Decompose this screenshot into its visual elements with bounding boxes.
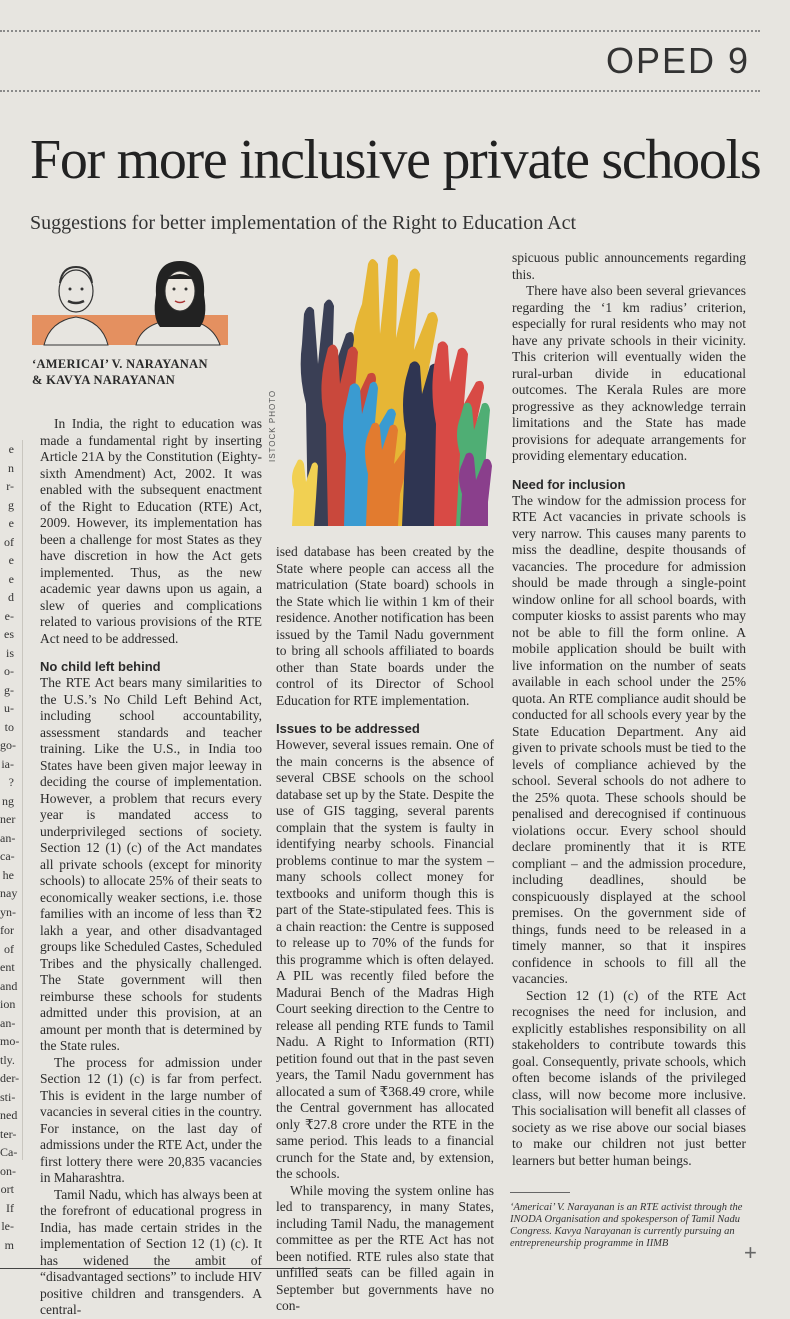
paragraph: There have also been several grievances regarding the ‘1 km radius’ criterion, especially for rural residents who may not have any private schools in their vicinity. This criterion will eventually widen the rural-urban divide in educational outcomes. The Kerala Rules are more progressive as they acknowledge terrain limitations and the State has made provisions for adequate arrangements for providing elementary education. — [512, 283, 746, 463]
fragment: on- — [0, 1163, 16, 1178]
top-dotted-rule — [0, 30, 760, 32]
fragment: ter- — [0, 1126, 17, 1141]
byline — [32, 356, 208, 388]
portrait-woman — [136, 261, 220, 345]
fragment: of — [4, 941, 14, 956]
fragment: nay — [0, 886, 18, 900]
author-portraits — [32, 255, 228, 345]
fragment: e — [8, 553, 14, 567]
fragment: le- — [1, 1219, 14, 1233]
fragment: u- — [4, 701, 14, 715]
subhead-need-for-inclusion: Need for inclusion — [512, 476, 626, 492]
fragment: Ca- — [0, 1145, 18, 1159]
fragment: go- — [0, 738, 16, 752]
fragment: e- — [4, 608, 14, 623]
fragment: g — [8, 497, 14, 512]
article-column-3 — [512, 250, 746, 1169]
fragment: o- — [4, 664, 14, 678]
bottom-rule — [0, 1268, 350, 1269]
fragment: ort — [0, 1182, 14, 1196]
paragraph: spicuous public announcements regarding this. — [512, 250, 746, 282]
paragraph: ised database has been created by the State where people can access all the matriculation (State board) schools in the State which lie within 1 km of their residence. Another notification has been issued by the Tamil Nadu government to bring all schools affiliated to boards other than State boards under the control of its Director of School Education for RTE implementation. — [276, 544, 494, 708]
fragment: e — [8, 516, 14, 530]
paragraph: The RTE Act bears many similarities to the U.S.’s No Child Left Behind Act, including school accountability, assessment standards and teacher training. Like the U.S., in India too States have been given major leeway in deciding the course of implementation. However, a problem that recurs every year is mandated access to underprivileged sections of society. Section 12 (1) (c) of the Act mandates all private schools (except for minority schools) to allocate 25% of their seats to economically weaker sections, i.e. those families with an income of less than ₹2 lakh a year, and other disadvantaged groups like Scheduled Castes, Scheduled Tribes and the physically challenged. The State government will then reimburse these schools for students admitted under this provision, at an amount per month that is determined by the State rules. — [40, 675, 262, 1053]
byline-line-1: ‘AMERICAI’ V. NARAYANAN — [32, 357, 208, 371]
fragment: e — [8, 442, 14, 456]
fragment: of — [4, 534, 14, 549]
fragment: ner — [0, 812, 16, 826]
fragment: If — [6, 1200, 14, 1215]
paragraph: Tamil Nadu, which has always been at the forefront of educational progress in India, has made certain strides in the implementation of Section 12 (1) (c). It has widened the ambit of “disadvantaged sections” to include HIV positive children and transgenders. A central- — [40, 1186, 262, 1317]
fragment: and — [0, 978, 18, 993]
fragment: for — [0, 923, 14, 937]
fragment: an- — [0, 1015, 16, 1030]
paragraph: However, several issues remain. One of the main concerns is the absence of several CBSE schools on the school database set up by the State. Despite the use of GIS tagging, several parents complain that the system is faulty in identifying nearby schools. Financial problems continue to mar the system – many schools collect money for textbooks and uniform though this is part of the State-stipulated fees. This is a chain reaction: the Centre is supposed to release up to 70% of the funds for this programme which is often delayed. A PIL was recently filed before the Madurai Bench of the Madras High Court seeking direction to the Centre to release all pending RTE funds to Tamil Nadu. A Right to Information (RTI) petition found out that in the past seven years, the Tamil Nadu government has allocated a sum of ₹368.49 crore, while the Central government has allocated only ₹27.8 crore under the RTE in the same period. This leads to a financial crunch for the State and, by extension, the schools. — [276, 737, 494, 1181]
subhead-no-child-left-behind: No child left behind — [40, 659, 161, 674]
fragment: ia- — [1, 756, 14, 771]
deck: Suggestions for better implementation of the Right to Education Act — [30, 212, 577, 234]
fragment: yn- — [0, 904, 16, 919]
portrait-man — [44, 267, 108, 345]
fragment: ned — [0, 1108, 18, 1122]
fragment: d — [8, 590, 14, 604]
fragment: mo- — [0, 1034, 20, 1048]
fragment: g- — [4, 682, 14, 697]
fragment: r- — [6, 479, 14, 493]
fragment: e — [8, 571, 14, 586]
fragment: es — [4, 627, 14, 641]
paragraph: The process for admission under Section 12 (1) (c) is far from perfect. This is evident in the large number of vacancies in several cities in the country. For instance, on the last day of admissions under the RTE Act, under the first lottery there were 20,835 vacancies in Maharashtra. — [40, 1054, 262, 1185]
fragment: he — [2, 867, 14, 882]
subhead-issues-to-be-addressed: Issues to be addressed — [276, 721, 420, 736]
author-bio: ‘Americai’ V. Narayanan is an RTE activist through the INODA Organisation and spokesperson of Tamil Nadu Congress. Kavya Narayanan is currently pursuing an entrepreneurship programme in IIMB — [510, 1202, 743, 1249]
paragraph: While moving the system online has led to transparency, in many States, including Tamil Nadu, the management committee as per the RTE Act has not been notified. RTE rules also state that unfilled seats can be filled again in September but governments have no con- — [276, 1182, 494, 1313]
paragraph: In India, the right to education was made a fundamental right by inserting Article 21A by the Constitution (Eighty-sixth Amendment) Act, 2002. It was enabled with the subsequent enactment of the Right to Education (RTE) Act, 2009. However, its implementation has been a challenge for most States as they have discretion in how the Act gets implemented. Thus, as the new academic year dawns upon us again, a slew of queries and complications related to various provisions of the RTE Act need to be addressed. — [40, 416, 262, 646]
fragment: ? — [8, 775, 14, 789]
fragment: n — [8, 460, 14, 475]
fragment: tly. — [0, 1052, 15, 1067]
fragment: an- — [0, 830, 16, 845]
photo-credit: ISTOCK PHOTO — [268, 389, 277, 462]
article-column-1 — [40, 416, 262, 1319]
column-divider — [22, 440, 23, 1160]
fragment: ion — [0, 997, 16, 1011]
paragraph: Section 12 (1) (c) of the RTE Act recognises the need for inclusion, and explicitly establishes responsibility on all stakeholders to contribute towards this goal. Consequently, private schools, which often become islands of the privileged class, will now become more inclusive. This socialisation will benefit all classes of society as we rise above our social biases to make our children not just better learners but better human beings. — [512, 987, 746, 1168]
paragraph: The window for the admission process for RTE Act vacancies in private schools is very narrow. This causes many parents to miss the deadline, despite thousands of vacancies. The procedure for admission should be made through a single-point window online for all school boards, with computer kiosks to assist parents who may not be able to fill the form online. A mobile application should be built with live information on the number of seats available in each school under the 25% quota. An RTE compliance audit should be conducted for all schools every year by the State Education Department. Any aid given to private schools must be tied to the levels of compliance achieved by the school. Several schools do not adhere to the 25% quota. These schools should be penalised and derecognised if continuous violations occur. Every school should declare prominently that it is RTE compliant – and the admission procedure, including deadlines, should be conspicuously displayed at the school premises. On the government side of things, funds need to be released in a timely manner, so that it inspires confidence in schools to fill all the vacancies. — [512, 492, 746, 986]
fragment: is — [5, 645, 14, 660]
crop-mark-icon: + — [744, 1240, 757, 1265]
headline: For more inclusive private schools — [30, 129, 761, 191]
fragment: ng — [2, 793, 14, 808]
header-dotted-rule — [0, 90, 760, 92]
section-label: OPED 9 — [605, 40, 750, 81]
fragment: to — [4, 719, 14, 734]
article-column-2 — [276, 544, 494, 1315]
fragment: m — [4, 1237, 14, 1252]
byline-line-2: & KAVYA NARAYANAN — [32, 373, 176, 387]
fragment: der- — [0, 1071, 20, 1085]
fragment: sti- — [0, 1089, 16, 1104]
adjacent-article-fragments — [0, 440, 24, 1252]
bio-divider — [510, 1192, 570, 1193]
portrait-illustration — [32, 255, 228, 345]
fragment: ca- — [0, 849, 15, 863]
raised-hands-illustration — [284, 254, 496, 526]
fragment: ent — [0, 960, 15, 974]
